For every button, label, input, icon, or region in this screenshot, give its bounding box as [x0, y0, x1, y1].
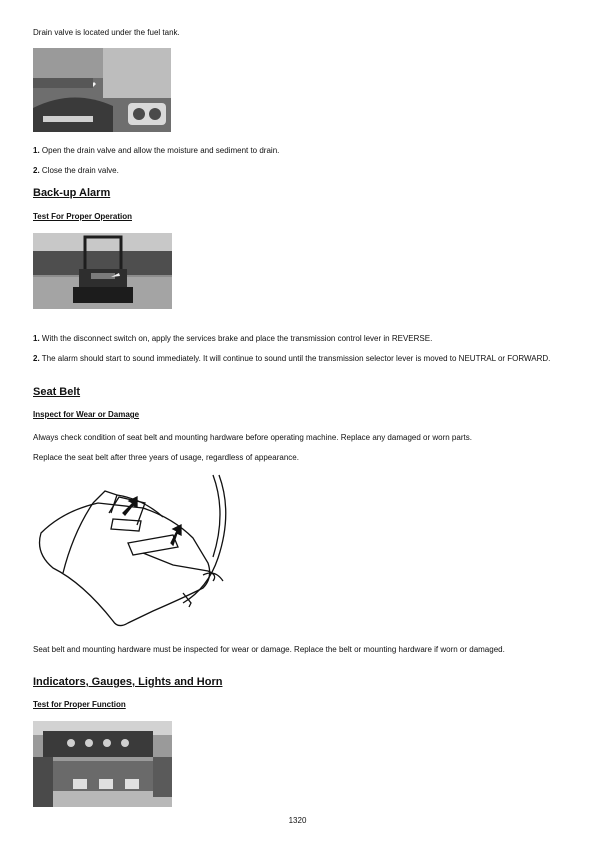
- indicators-heading: Indicators, Gauges, Lights and Horn: [33, 676, 223, 688]
- seat-belt-subheading: Inspect for Wear or Damage: [33, 410, 140, 419]
- alarm-step-1: [33, 334, 563, 344]
- step-text: The alarm should start to sound immediately. It will continue to sound until the transmission selector lever is moved to NEUTRAL or FORWARD.: [39, 354, 551, 363]
- drain-step-1: [33, 146, 563, 156]
- step-text: With the disconnect switch on, apply the services brake and place the transmission control lever in REVERSE.: [39, 334, 433, 343]
- drain-step-2: [33, 166, 563, 176]
- step-number: 2.: [33, 166, 40, 175]
- seat-belt-para-1: Always check condition of seat belt and mounting hardware before operating machine. Replace any damaged or worn parts.: [33, 433, 472, 442]
- alarm-step-2: [33, 354, 563, 364]
- step-number: 2.: [33, 354, 40, 363]
- backup-alarm-photo: [33, 233, 172, 309]
- step-number: 1.: [33, 146, 40, 155]
- step-number: 1.: [33, 334, 40, 343]
- seat-belt-para-2: Replace the seat belt after three years of usage, regardless of appearance.: [33, 453, 299, 462]
- dashboard-photo: [33, 721, 172, 807]
- backup-alarm-heading: Back-up Alarm: [33, 187, 111, 199]
- seat-belt-illustration: [33, 473, 238, 633]
- step-text: Close the drain valve.: [39, 166, 119, 175]
- indicators-subheading: Test for Proper Function: [33, 700, 126, 709]
- backup-alarm-subheading: Test For Proper Operation: [33, 212, 132, 221]
- step-text: Open the drain valve and allow the moisture and sediment to drain.: [39, 146, 280, 155]
- drain-valve-photo: [33, 48, 171, 132]
- page-number: 1320: [288, 816, 307, 825]
- seat-belt-heading: Seat Belt: [33, 386, 81, 398]
- intro-text: Drain valve is located under the fuel tank.: [33, 28, 180, 37]
- seat-belt-para-3: Seat belt and mounting hardware must be inspected for wear or damage. Replace the belt or mounting hardware if worn or damaged.: [33, 645, 505, 654]
